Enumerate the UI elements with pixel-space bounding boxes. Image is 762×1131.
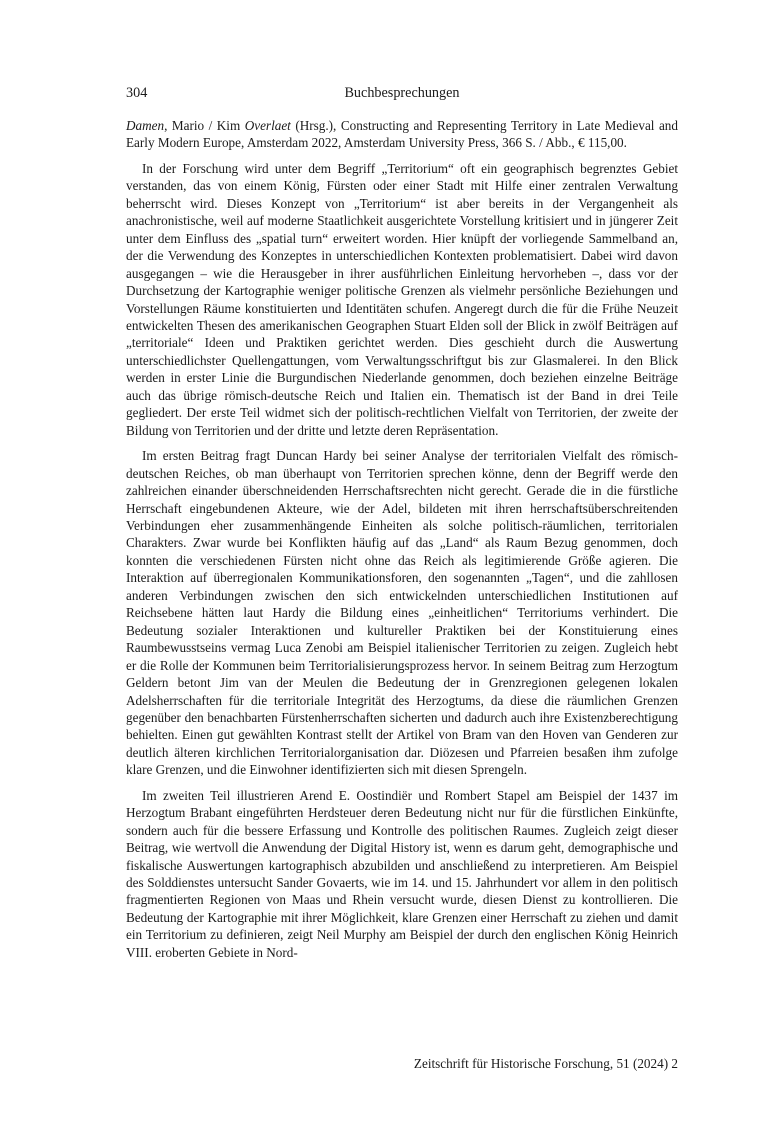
- citation-author1-lastname: Damen: [126, 118, 165, 133]
- running-title: Buchbesprechungen: [344, 85, 460, 101]
- journal-footer: Zeitschrift für Historische Forschung, 51 (2024) 2: [413, 1056, 678, 1071]
- body-paragraph: Im ersten Beitrag fragt Duncan Hardy bei seiner Analyse der territorialen Vielfalt des römisch-deutschen Reiches, ob man überhaupt von Territorien sprechen könne, denn der Begriff werde den zahlreichen einander überschneidenden Herrschaftsrechten nicht gerecht. Gerade die in die fürstliche Herrschaft eingebundenen Akteure, wie der Adel, bildeten mit ihren herrschaftsüberschreitenden Verbindungen eher zusammenhängende Einheiten als solche politisch-räumlichen, territorialen Charakters. Zwar wurde bei Konflikten häufig auf das „Land“ als Raum Bezug genommen, doch konnten die verschiedenen Fürsten nicht ohne das Reich als legitimierende Größe agieren. Die Interaktion auf überregionalen Kommunikationsforen, den sogenannten „Tagen“, und die zahllosen anderen Verbindungen zwischen den sich entwickelnden unterschiedlichen Institutionen auf Reichsebene hätten laut Hardy die Bildung eines „einheitlichen“ Territoriums verhindert. Die Bedeutung sozialer Interaktionen und kultureller Praktiken bei der Konstituierung eines Raumbewusstseins vermag Luca Zenobi am Beispiel italienischer Territorien zu zeigen. Zugleich hebt er die Rolle der Kommunen beim Territorialisierungsprozess hervor. In seinem Beitrag zum Herzogtum Geldern betont Jim van der Meulen die Bedeutung der in Grenzregionen gelegenen lokalen Adelsherrschaften für die territoriale Integrität des Herzogtums, da diese die räumlichen Grenzen gegenüber den benachbarten Fürstenherrschaften sicherten und dadurch auch ihre Existenzberechtigung behielten. Einen gut gewählten Kontrast stellt der Artikel von Bram van den Hoven van Genderen zur deutlich älteren kirchlichen Territorialorganisation dar. Diözesen und Pfarreien besaßen ihm zufolge klare Grenzen, und die Einwohner identifizierten sich mit diesen Sprengeln.: [126, 448, 678, 778]
- body-paragraph: In der Forschung wird unter dem Begriff „Territorium“ oft ein geographisch begrenztes Gebiet verstanden, das von einem König, Fürsten oder einer Stadt mit Hilfe einer zentralen Verwaltung beherrscht wird. Dieses Konzept von „Territorium“ ist aber bereits in der Vergangenheit als anachronistische, weil auf moderne Staatlichkeit ausgerichtete Vorstellung kritisiert und in jüngerer Zeit unter dem Einfluss des „spatial turn“ erweitert worden. Hier knüpft der vorliegende Sammelband an, der die Verwendung des Konzeptes in unterschiedlichen Kontexten problematisiert. Dabei wird davon ausgegangen – wie die Herausgeber in ihrer ausführlichen Einleitung hervorheben –, dass vor der Durchsetzung der Kartographie weniger politische Grenzen als vielmehr persönliche Beziehungen und Vorstellungen Räume konstituierten und Identitäten schufen. Angeregt durch die für die Frühe Neuzeit entwickelten Thesen des amerikanischen Geographen Stuart Elden soll der Blick in zwölf Beiträgen auf „territoriale“ Ideen und Praktiken gerichtet werden. Dies geschieht durch die Auswertung unterschiedlichster Quellengattungen, vom Verwaltungsschriftgut bis zur Glasmalerei. In den Blick werden in erster Linie die Burgundischen Niederlande genommen, doch beziehen einzelne Beiträge auch das übrige römisch-deutsche Reich und Italien ein. Thematisch ist der Band in drei Teile gegliedert. Der erste Teil widmet sich der politisch-rechtlichen Vielfalt von Territorien, der zweite der Bildung von Territorien und der dritte und letzte deren Repräsentation.: [126, 160, 678, 438]
- citation-details: (Hrsg.), Constructing and Representing Territory in Late Medieval and Early Modern Europe, Amsterdam 2022, Amsterdam University Press, 366 S. / Abb., € 115,00.: [126, 118, 678, 151]
- citation-author2-lastname: Overlaet: [244, 118, 291, 133]
- body-paragraph: Im zweiten Teil illustrieren Arend E. Oostindiër und Rombert Stapel am Beispiel der 1437 im Herzogtum Brabant eingeführten Herdsteuer deren Bedeutung nicht nur für die fürstlichen Einkünfte, sondern auch für die bessere Erfassung und Kontrolle des politischen Raumes. Zugleich zeigt dieser Beitrag, wie wertvoll die Anwendung der Digital History ist, wenn es darum geht, demographische und fiskalische Auswertungen kartographisch abzubilden und anschließend zu interpretieren. Am Beispiel des Solddienstes untersucht Sander Govaerts, wie im 14. und 15. Jahrhundert vor allem in den politisch fragmentierten Regionen von Maas und Rhein versucht wurde, diesen Dienst zu kontrollieren. Die Bedeutung der Kartographie mit ihrer Möglichkeit, klare Grenzen einer Herrschaft zu ziehen und damit ein Territorium zu definieren, zeigt Neil Murphy am Beispiel der durch den englischen König Heinrich VIII. eroberten Gebiete in Nord-: [126, 787, 678, 960]
- review-content: [126, 117, 678, 969]
- page-header: [126, 85, 678, 105]
- page-number: 304: [126, 85, 148, 101]
- citation-separator: , Mario / Kim: [164, 118, 245, 133]
- book-citation: [126, 117, 678, 152]
